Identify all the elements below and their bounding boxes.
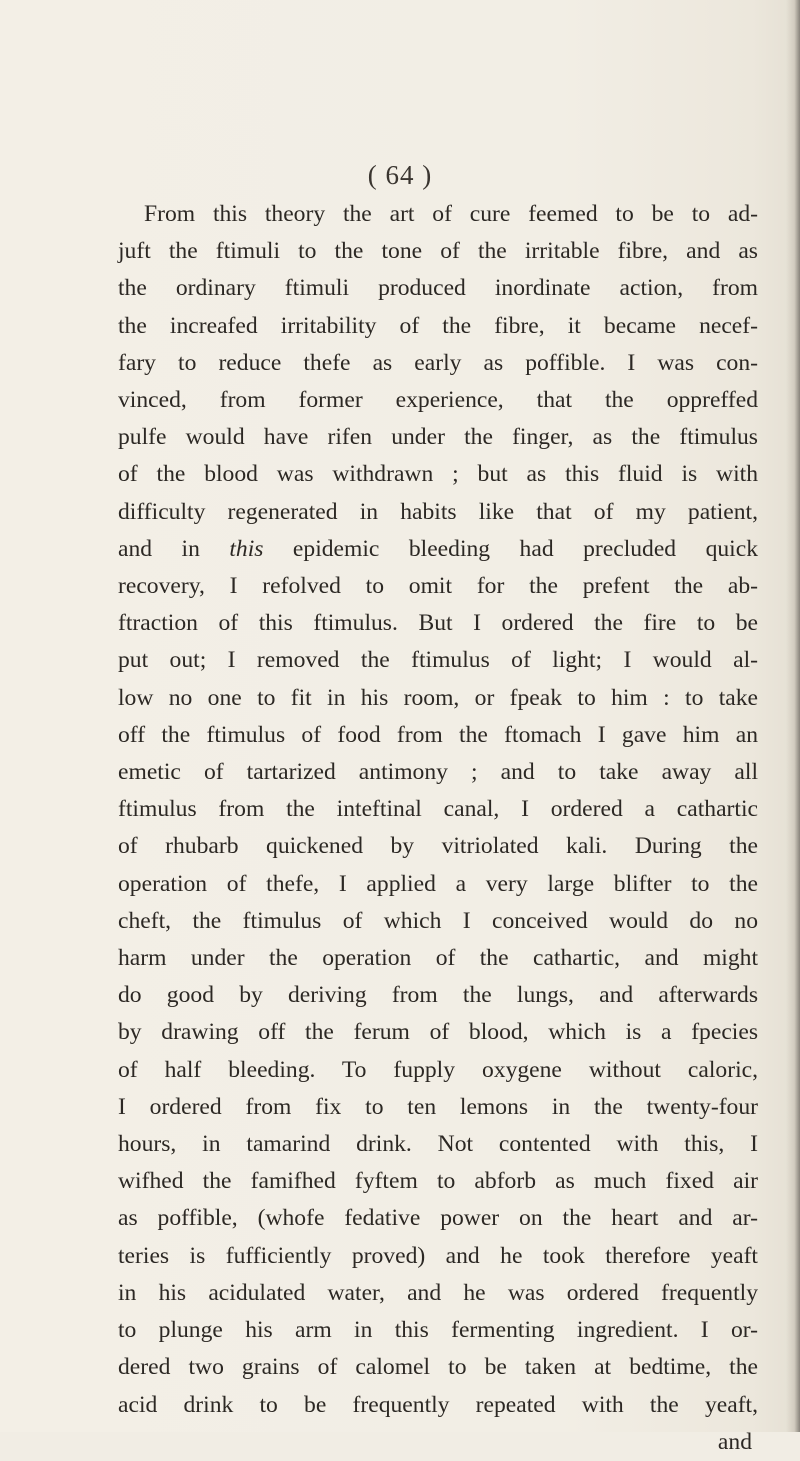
text-line: the increafed irritability of the fibre, it became necef-	[118, 312, 758, 339]
text-line: by drawing off the ferum of blood, which is a fpecies	[118, 1019, 758, 1046]
text-line: as poffible, (whofe fedative power on the heart and ar-	[118, 1205, 758, 1232]
text-line: low no one to fit in his room, or fpeak to him : to take	[118, 684, 758, 711]
text-fragment: and in	[118, 535, 200, 562]
text-line: difficulty regenerated in habits like that of my patient,	[118, 498, 758, 525]
text-line: emetic of tartarized antimony ; and to take away all	[118, 759, 758, 786]
page-edge-shadow	[786, 0, 800, 1432]
text-line: From this theory the art of cure feemed to be to ad-	[144, 201, 758, 227]
text-line: operation of thefe, I applied a very large blifter to the	[118, 870, 758, 897]
text-line: ftraction of this ftimulus. But I ordered the fire to be	[118, 610, 758, 637]
text-line: cheft, the ftimulus of which I conceived would do no	[118, 907, 758, 934]
text-line: vinced, from former experience, that the oppreffed	[118, 387, 758, 414]
text-line: hours, in tamarind drink. Not contented with this, I	[118, 1131, 758, 1158]
text-line: the ordinary ftimuli produced inordinate action, from	[118, 275, 758, 302]
text-line: juft the ftimuli to the tone of the irritable fibre, and as	[118, 238, 758, 265]
text-line: in his acidulated water, and he was ordered frequently	[118, 1279, 758, 1306]
italic-word: this	[229, 535, 264, 562]
text-fragment: epidemic bleeding had precluded quick	[292, 535, 758, 562]
page-number: ( 64 )	[367, 160, 433, 190]
catchword: and	[717, 1428, 752, 1455]
text-line: wifhed the famifhed fyftem to abforb as much fixed air	[118, 1168, 758, 1195]
text-line: fary to reduce thefe as early as poffible. I was con-	[118, 349, 758, 376]
text-line-mixed	[118, 531, 758, 568]
text-line: pulfe would have rifen under the finger, as the ftimulus	[118, 424, 758, 451]
text-line: put out; I removed the ftimulus of light; I would al-	[118, 647, 758, 674]
text-line: ftimulus from the inteftinal canal, I ordered a cathartic	[118, 796, 758, 823]
body-text	[118, 196, 758, 1461]
text-line: acid drink to be frequently repeated with the yeaft,	[118, 1391, 758, 1418]
text-line: of half bleeding. To fupply oxygene without caloric,	[118, 1056, 758, 1083]
text-line: of rhubarb quickened by vitriolated kali. During the	[118, 833, 758, 860]
text-line: teries is fufficiently proved) and he took therefore yeaft	[118, 1242, 758, 1269]
text-line: to plunge his arm in this fermenting ingredient. I or-	[118, 1317, 758, 1344]
text-line: harm under the operation of the cathartic, and might	[118, 945, 758, 972]
text-line: off the ftimulus of food from the ftomach I gave him an	[118, 721, 758, 748]
text-line: I ordered from fix to ten lemons in the twenty-four	[118, 1093, 758, 1120]
text-line: recovery, I refolved to omit for the prefent the ab-	[118, 573, 758, 600]
text-line: do good by deriving from the lungs, and afterwards	[118, 982, 758, 1009]
text-line: dered two grains of calomel to be taken at bedtime, the	[118, 1354, 758, 1381]
text-line: of the blood was withdrawn ; but as this fluid is with	[118, 461, 758, 488]
